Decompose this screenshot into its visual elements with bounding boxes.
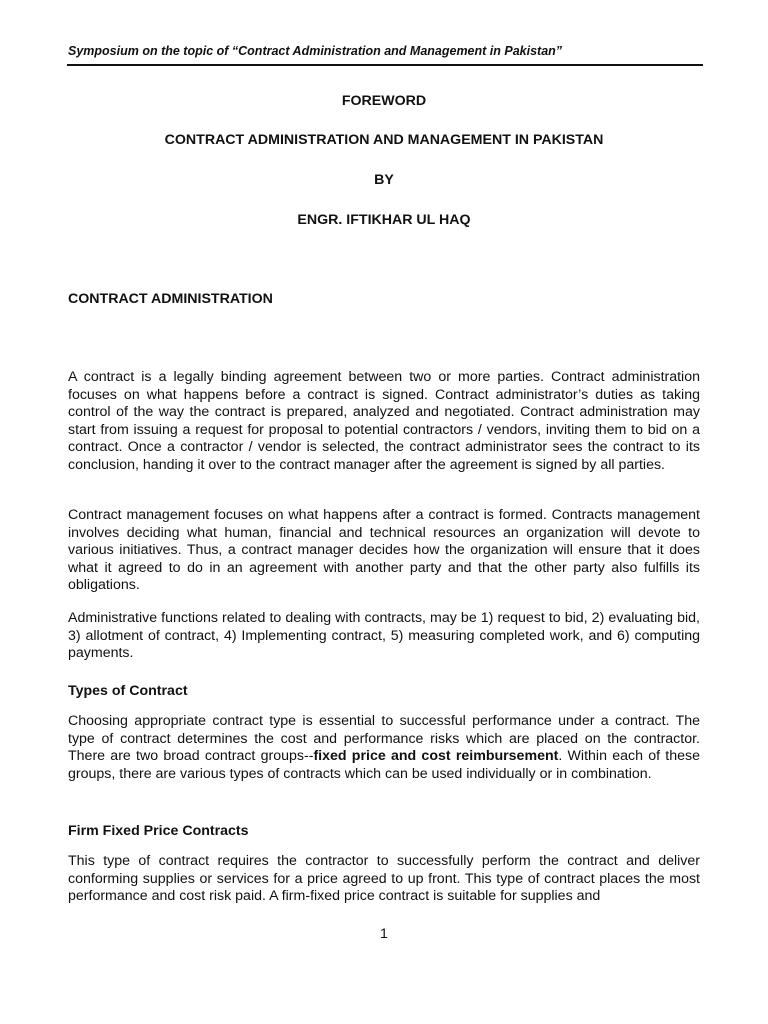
paragraph-administrative-functions: Administrative functions related to dealing with contracts, may be 1) request to bid, 2) evaluating bid, 3) allotment of contract, 4) Implementing contract, 5) measuring completed work, and 6) computing payments. bbox=[68, 610, 700, 662]
types-text-before: Choosing appropriate contract type is essential to successful performance under a contract. The type of contract determines the cost and performance risks which are placed on the contractor. There are two broad contract groups-- bbox=[68, 713, 700, 765]
page-number: 1 bbox=[380, 926, 388, 942]
paragraph-firm-fixed-price: This type of contract requires the contractor to successfully perform the contract and deliver conforming supplies or services for a price agreed to up front. This type of contract places the most performance and cost risk paid. A firm-fixed price contract is suitable for supplies and bbox=[68, 853, 700, 905]
foreword-label: FOREWORD bbox=[341, 93, 427, 109]
section-heading-firm-fixed-price: Firm Fixed Price Contracts bbox=[68, 823, 249, 839]
section-heading-contract-administration: CONTRACT ADMINISTRATION bbox=[68, 291, 273, 307]
types-text-after: . Within each of these groups, there are various types of contracts which can be used individually or in combination. bbox=[68, 748, 701, 782]
running-header: Symposium on the topic of “Contract Administration and Management in Pakistan” bbox=[68, 44, 563, 58]
document-title: CONTRACT ADMINISTRATION AND MANAGEMENT IN PAKISTAN bbox=[164, 132, 604, 148]
section-heading-types-of-contract: Types of Contract bbox=[68, 683, 188, 699]
types-bold-phrase: fixed price and cost reimbursement bbox=[313, 748, 559, 765]
author-name: ENGR. IFTIKHAR UL HAQ bbox=[297, 212, 471, 228]
paragraph-types-of-contract bbox=[68, 713, 700, 783]
paragraph-contract-definition: A contract is a legally binding agreement between two or more parties. Contract administration focuses on what happens before a contract is signed. Contract administrator’s duties as taking control of the way the contract is prepared, analyzed and negotiated. Contract administration may start from issuing a request for proposal to potential contractors / vendors, inviting them to bid on a contract. Once a contractor / vendor is selected, the contract administrator sees the contract to its conclusion, handing it over to the contract manager after the agreement is signed by all parties. bbox=[68, 369, 700, 473]
header-rule bbox=[67, 64, 703, 66]
paragraph-contract-management: Contract management focuses on what happens after a contract is formed. Contracts management involves deciding what human, financial and technical resources an organization will devote to various initiatives. Thus, a contract manager decides how the organization will ensure that it does what it agreed to do in an agreement with another party and that the other party also fulfills its obligations. bbox=[68, 507, 700, 594]
by-line: BY bbox=[374, 172, 394, 188]
